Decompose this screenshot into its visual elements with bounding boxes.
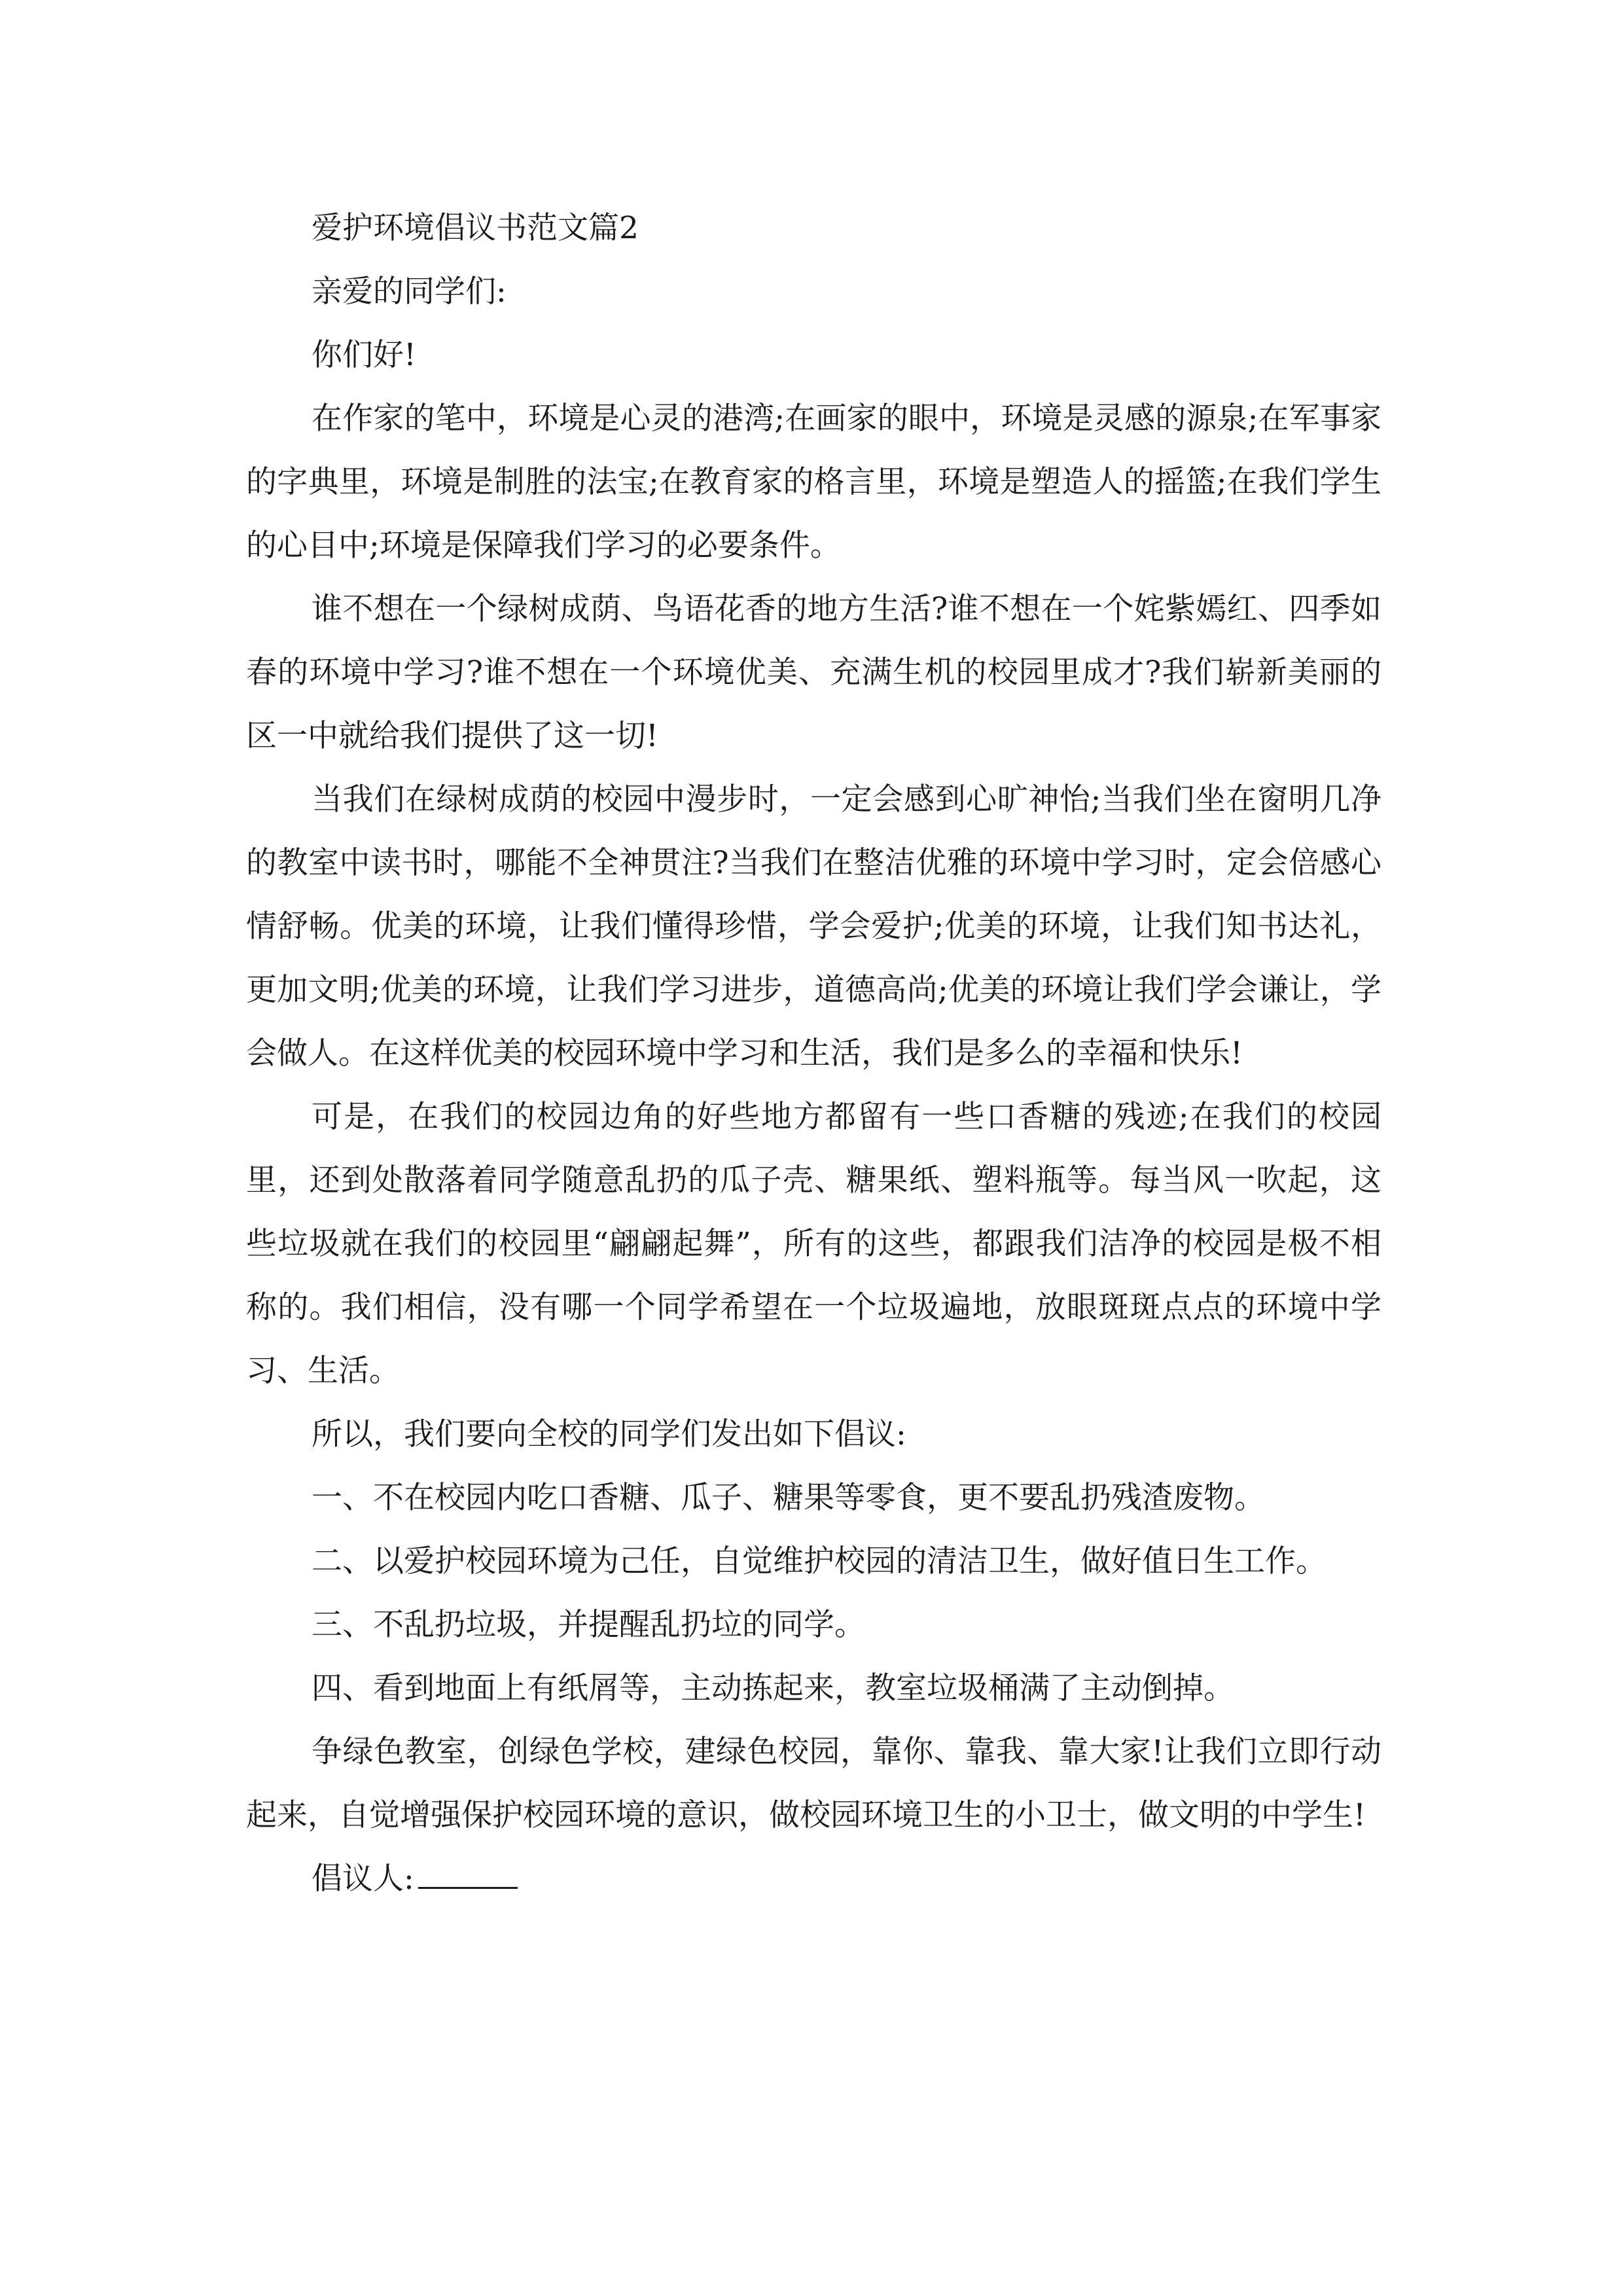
document-title: 爱护环境倡议书范文篇2 <box>312 210 639 246</box>
signature-blank <box>418 1854 518 1889</box>
paragraph-litter-problem: 可是，在我们的校园边角的好些地方都留有一些口香糖的残迹;在我们的校园里，还到处散落着同学随意乱扔的瓜子壳、糖果纸、塑料瓶等。每当风一吹起，这些垃圾就在我们的校园里“翩翩起舞”，所有的这些，都跟我们洁净的校园是极不相称的。我们相信，没有哪一个同学希望在一个垃圾遍地，放眼斑斑点点的环境中学习、生活。 <box>246 1099 1382 1389</box>
salutation: 你们好! <box>312 337 416 373</box>
proposal-item: 四、看到地面上有纸屑等，主动拣起来，教室垃圾桶满了主动倒掉。 <box>312 1670 1234 1706</box>
signature-label: 倡议人: <box>312 1861 414 1897</box>
closing-paragraph: 争绿色教室，创绿色学校，建绿色校园，靠你、靠我、靠大家!让我们立即行动起来，自觉增强保护校园环境的意识，做校园环境卫生的小卫士，做文明的中学生! <box>246 1734 1382 1833</box>
paragraph-who-does-not-want: 谁不想在一个绿树成荫、鸟语花香的地方生活?谁不想在一个姹紫嫣红、四季如春的环境中学习?谁不想在一个环境优美、充满生机的校园里成才?我们崭新美丽的区一中就给我们提供了这一切! <box>246 591 1382 754</box>
proposal-item: 一、不在校园内吃口香糖、瓜子、糖果等零食，更不要乱扔残渣废物。 <box>312 1480 1265 1516</box>
paragraph-environment-metaphors: 在作家的笔中，环境是心灵的港湾;在画家的眼中，环境是灵感的源泉;在军事家的字典里，环境是制胜的法宝;在教育家的格言里，环境是塑造人的摇篮;在我们学生的心目中;环境是保障我们学习的必要条件。 <box>246 401 1382 564</box>
greeting: 亲爱的同学们: <box>312 274 507 310</box>
paragraph-proposal-intro: 所以，我们要向全校的同学们发出如下倡议: <box>312 1416 906 1452</box>
proposal-item: 二、以爱护校园环境为己任，自觉维护校园的清洁卫生，做好值日生工作。 <box>312 1543 1327 1579</box>
proposal-item: 三、不乱扔垃圾，并提醒乱扔垃的同学。 <box>312 1607 865 1643</box>
signature-line <box>246 1847 1382 1910</box>
document-body <box>246 196 1382 1910</box>
paragraph-beautiful-campus: 当我们在绿树成荫的校园中漫步时，一定会感到心旷神怡;当我们坐在窗明几净的教室中读书时，哪能不全神贯注?当我们在整洁优雅的环境中学习时，定会倍感心情舒畅。优美的环境，让我们懂得珍惜，学会爱护;优美的环境，让我们知书达礼，更加文明;优美的环境，让我们学习进步，道德高尚;优美的环境让我们学会谦让，学会做人。在这样优美的校园环境中学习和生活，我们是多么的幸福和快乐! <box>246 781 1382 1071</box>
